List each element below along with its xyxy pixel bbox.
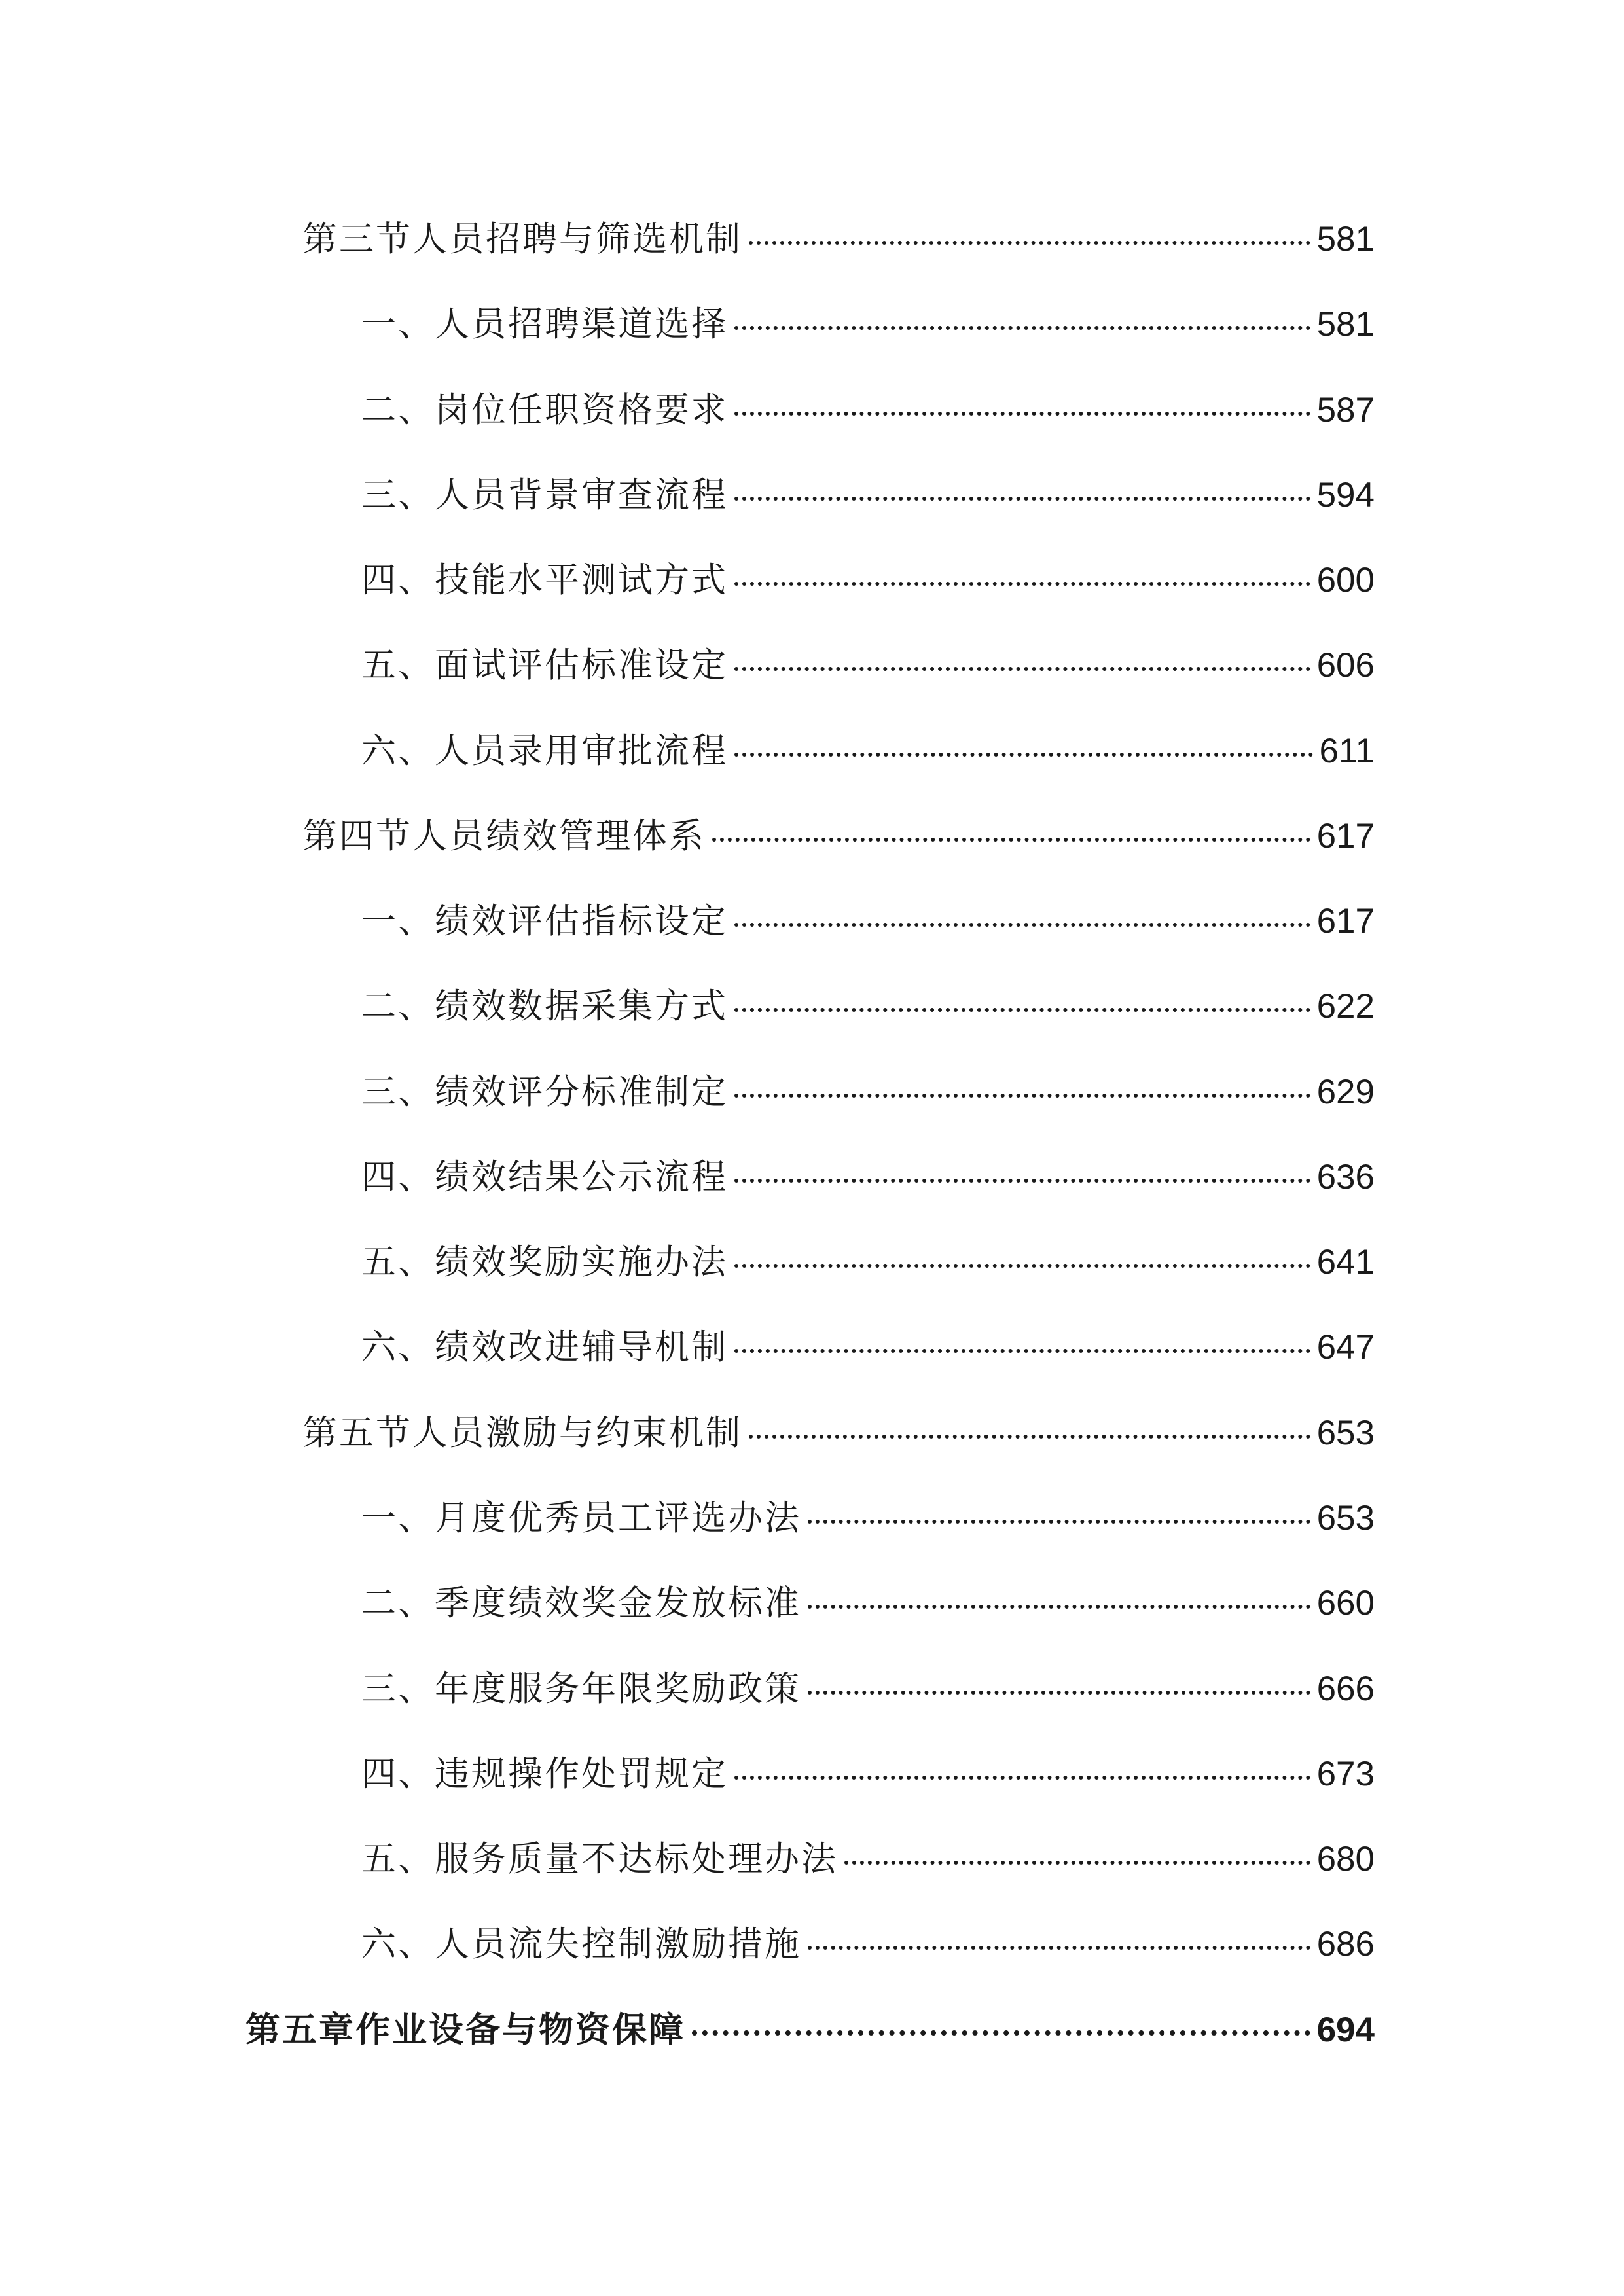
toc-entry-page: 587 — [1316, 391, 1375, 429]
toc-subsection-entry[interactable] — [361, 1492, 1375, 1545]
toc-entry-page: 617 — [1316, 817, 1375, 855]
toc-entry-page: 641 — [1316, 1243, 1375, 1282]
toc-dot-leader — [734, 1008, 1310, 1012]
toc-entry-title: 第三节人员招聘与筛选机制 — [302, 219, 742, 259]
toc-dot-leader — [734, 1094, 1310, 1098]
toc-entry-title: 二、季度绩效奖金发放标准 — [361, 1583, 801, 1623]
toc-entry-title: 六、绩效改进辅导机制 — [361, 1327, 728, 1367]
toc-entry-page: 594 — [1316, 476, 1375, 514]
toc-entry-title: 四、技能水平测试方式 — [361, 560, 728, 600]
toc-subsection-entry[interactable] — [361, 554, 1375, 607]
toc-entry-title: 三、绩效评分标准制定 — [361, 1072, 728, 1112]
toc-entry-title: 五、服务质量不达标处理办法 — [361, 1839, 838, 1879]
toc-entry-title: 一、人员招聘渠道选择 — [361, 304, 728, 344]
toc-dot-leader — [734, 1349, 1310, 1353]
toc-subsection-entry[interactable] — [361, 1577, 1375, 1630]
toc-dot-leader — [808, 1605, 1310, 1609]
toc-entry-page: 617 — [1316, 902, 1375, 941]
toc-entry-page: 622 — [1316, 987, 1375, 1026]
toc-entry-page: 660 — [1316, 1584, 1375, 1623]
toc-subsection-entry[interactable] — [361, 1066, 1375, 1119]
toc-dot-leader — [734, 412, 1310, 416]
toc-dot-leader — [749, 241, 1310, 245]
toc-dot-leader — [734, 1179, 1310, 1183]
toc-entry-page: 629 — [1316, 1073, 1375, 1111]
toc-subsection-entry[interactable] — [361, 1918, 1375, 1971]
toc-dot-leader — [734, 667, 1310, 671]
toc-entry-title: 二、绩效数据采集方式 — [361, 986, 728, 1026]
toc-entry-page: 581 — [1316, 220, 1375, 259]
toc-dot-leader — [734, 1264, 1310, 1268]
toc-subsection-entry[interactable] — [361, 1748, 1375, 1801]
toc-subsection-entry[interactable] — [361, 980, 1375, 1033]
toc-entry-title: 第四节人员绩效管理体系 — [302, 816, 706, 856]
toc-entry-title: 第五节人员激励与约束机制 — [302, 1413, 742, 1453]
toc-entry-page: 636 — [1316, 1158, 1375, 1196]
toc-entry-title: 一、绩效评估指标设定 — [361, 901, 728, 941]
toc-dot-leader — [692, 2030, 1310, 2036]
toc-dot-leader — [808, 1946, 1310, 1950]
toc-dot-leader — [734, 582, 1310, 586]
toc-subsection-entry[interactable] — [361, 469, 1375, 522]
toc-section-entry[interactable] — [302, 1407, 1375, 1460]
toc-dot-leader — [734, 753, 1313, 757]
toc-dot-leader — [844, 1861, 1310, 1865]
toc-dot-leader — [712, 838, 1310, 842]
toc-entry-title: 二、岗位任职资格要求 — [361, 390, 728, 430]
toc-entry-page: 653 — [1316, 1499, 1375, 1537]
toc-entry-page: 673 — [1316, 1755, 1375, 1793]
toc-entry-title: 四、违规操作处罚规定 — [361, 1754, 728, 1794]
toc-subsection-entry[interactable] — [361, 1236, 1375, 1289]
toc-dot-leader — [808, 1520, 1310, 1524]
toc-entry-page: 666 — [1316, 1670, 1375, 1708]
toc-subsection-entry[interactable] — [361, 639, 1375, 692]
toc-dot-leader — [734, 923, 1310, 927]
toc-section-entry[interactable] — [302, 213, 1375, 266]
toc-entry-title: 五、绩效奖励实施办法 — [361, 1242, 728, 1282]
toc-dot-leader — [734, 497, 1310, 501]
toc-entry-page: 680 — [1316, 1840, 1375, 1878]
toc-entry-page: 600 — [1316, 561, 1375, 600]
toc-entry-page: 694 — [1316, 2011, 1375, 2049]
toc-subsection-entry[interactable] — [361, 1663, 1375, 1715]
toc-subsection-entry[interactable] — [361, 725, 1375, 778]
toc-entry-page: 606 — [1316, 646, 1375, 685]
toc-entry-title: 三、人员背景审查流程 — [361, 475, 728, 515]
toc-chapter-entry[interactable] — [245, 2004, 1375, 2056]
toc-dot-leader — [734, 1776, 1310, 1780]
toc-entry-title: 第五章作业设备与物资保障 — [245, 2010, 685, 2050]
toc-entry-page: 581 — [1316, 305, 1375, 344]
toc-entry-title: 六、人员录用审批流程 — [361, 731, 728, 771]
toc-entry-page: 611 — [1319, 732, 1375, 770]
toc-entry-page: 653 — [1316, 1414, 1375, 1452]
toc-subsection-entry[interactable] — [361, 1151, 1375, 1204]
toc-entry-title: 六、人员流失控制激励措施 — [361, 1924, 801, 1964]
toc-subsection-entry[interactable] — [361, 1833, 1375, 1886]
toc-subsection-entry[interactable] — [361, 895, 1375, 948]
toc-entry-title: 五、面试评估标准设定 — [361, 645, 728, 685]
toc-dot-leader — [734, 326, 1310, 330]
toc-entry-title: 三、年度服务年限奖励政策 — [361, 1669, 801, 1709]
toc-dot-leader — [808, 1691, 1310, 1695]
toc-subsection-entry[interactable] — [361, 298, 1375, 351]
toc-dot-leader — [749, 1435, 1310, 1439]
toc-subsection-entry[interactable] — [361, 384, 1375, 437]
toc-entry-page: 686 — [1316, 1925, 1375, 1964]
toc-entry-page: 647 — [1316, 1328, 1375, 1367]
toc-subsection-entry[interactable] — [361, 1321, 1375, 1374]
toc-section-entry[interactable] — [302, 810, 1375, 863]
toc-entry-title: 一、月度优秀员工评选办法 — [361, 1498, 801, 1538]
toc-entry-title: 四、绩效结果公示流程 — [361, 1157, 728, 1197]
